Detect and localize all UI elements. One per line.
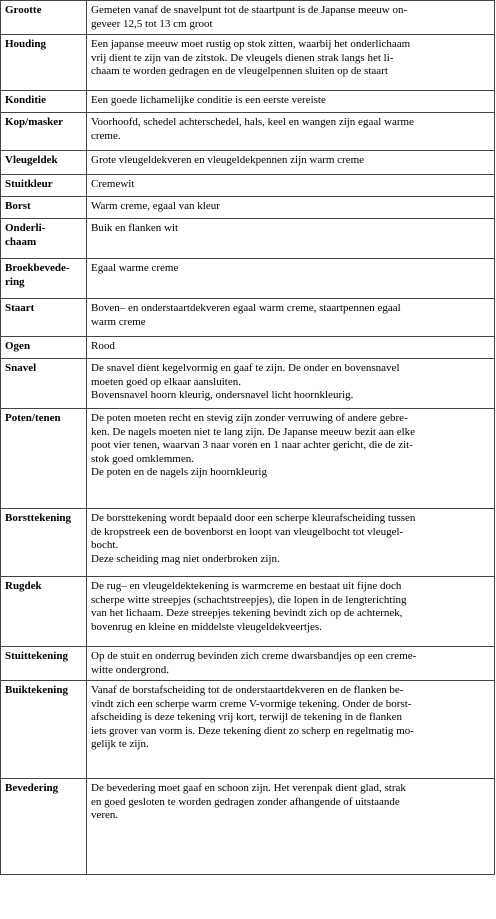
table-row — [1, 175, 495, 197]
row-label-borst: Borst — [1, 197, 87, 219]
row-text-konditie: Een goede lichamelijke conditie is een eerste vereiste — [87, 91, 495, 113]
row-label-ogen: Ogen — [1, 337, 87, 359]
table-row — [1, 259, 495, 299]
row-label-snavel: Snavel — [1, 359, 87, 409]
table-row — [1, 1, 495, 35]
row-text-stuittekening: Op de stuit en onderrug bevinden zich creme dwarsbandjes op een creme- witte ondergrond. — [87, 647, 495, 681]
row-label-borsttekening: Borsttekening — [1, 509, 87, 577]
row-label-broekbevedering: Broekbevede- ring — [1, 259, 87, 299]
table-row — [1, 509, 495, 577]
row-text-vleugeldek: Grote vleugeldekveren en vleugeldekpennen zijn warm creme — [87, 151, 495, 175]
table-row — [1, 647, 495, 681]
table-row — [1, 409, 495, 509]
row-text-borsttekening: De borsttekening wordt bepaald door een scherpe kleurafscheiding tussen de kropstreek een de bovenborst en loopt van vleugelbocht tot vleugel- bocht. Deze scheiding mag niet onderbroken zijn. — [87, 509, 495, 577]
row-text-broekbevedering: Egaal warme creme — [87, 259, 495, 299]
row-label-buiktekening: Buiktekening — [1, 681, 87, 779]
row-label-bevedering: Bevedering — [1, 779, 87, 875]
row-label-vleugeldek: Vleugeldek — [1, 151, 87, 175]
table-row — [1, 577, 495, 647]
row-text-buiktekening: Vanaf de borstafscheiding tot de onderstaartdekveren en de flanken be- vindt zich een scherpe warm creme V-vormige tekening. Onder de borst- afscheiding is deze tekening vrij kort, terwijl de tekening in de flanken iets grover van vorm is. Deze tekening dient zo scherp en regelmatig mo- gelijk te zijn. — [87, 681, 495, 779]
row-label-onderlichaam: Onderli- chaam — [1, 219, 87, 259]
table-row — [1, 219, 495, 259]
row-label-staart: Staart — [1, 299, 87, 337]
row-label-rugdek: Rugdek — [1, 577, 87, 647]
row-label-houding: Houding — [1, 35, 87, 91]
row-text-onderlichaam: Buik en flanken wit — [87, 219, 495, 259]
row-text-kop-masker: Voorhoofd, schedel achterschedel, hals, keel en wangen zijn egaal warme creme. — [87, 113, 495, 151]
row-label-stuittekening: Stuittekening — [1, 647, 87, 681]
row-label-poten-tenen: Poten/tenen — [1, 409, 87, 509]
row-text-rugdek: De rug– en vleugeldektekening is warmcreme en bestaat uit fijne doch scherpe witte streepjes (schachtstreepjes), die lopen in de lengterichting van het lichaam. Deze streepjes tekening bevindt zich op de achternek, bovenrug en kleine en middelste vleugeldekveertjes. — [87, 577, 495, 647]
table-row — [1, 359, 495, 409]
row-label-konditie: Konditie — [1, 91, 87, 113]
row-text-snavel: De snavel dient kegelvormig en gaaf te zijn. De onder en bovensnavel moeten goed op elkaar aansluiten. Bovensnavel hoorn kleurig, ondersnavel licht hoornkleurig. — [87, 359, 495, 409]
table-row — [1, 337, 495, 359]
row-text-houding: Een japanse meeuw moet rustig op stok zitten, waarbij het onderlichaam vrij dient te zijn van de zitstok. De vleugels dienen strak langs het li- chaam te worden gedragen en de vleugelpennen sluiten op de staart — [87, 35, 495, 91]
row-label-stuitkleur: Stuitkleur — [1, 175, 87, 197]
row-text-bevedering: De bevedering moet gaaf en schoon zijn. Het verenpak dient glad, strak en goed gesloten te worden gedragen zonder afhangende of uitstaande veren. — [87, 779, 495, 875]
row-label-grootte: Grootte — [1, 1, 87, 35]
table-row — [1, 681, 495, 779]
table-row — [1, 35, 495, 91]
table-row — [1, 151, 495, 175]
table-row — [1, 299, 495, 337]
row-label-kop-masker: Kop/masker — [1, 113, 87, 151]
row-text-grootte: Gemeten vanaf de snavelpunt tot de staartpunt is de Japanse meeuw on- geveer 12,5 tot 13 cm groot — [87, 1, 495, 35]
row-text-stuitkleur: Cremewit — [87, 175, 495, 197]
table-row — [1, 113, 495, 151]
row-text-borst: Warm creme, egaal van kleur — [87, 197, 495, 219]
row-text-ogen: Rood — [87, 337, 495, 359]
row-text-poten-tenen: De poten moeten recht en stevig zijn zonder verruwing of andere gebre- ken. De nagels moeten niet te lang zijn. De Japanse meeuw bezit aan elke poot vier tenen, waarvan 3 naar voren en 1 naar achter gericht, die de zit- stok goed omklemmen. De poten en de nagels zijn hoornkleurig — [87, 409, 495, 509]
row-text-staart: Boven– en onderstaartdekveren egaal warm creme, staartpennen egaal warm creme — [87, 299, 495, 337]
table-row — [1, 91, 495, 113]
table-row — [1, 779, 495, 875]
table-row — [1, 197, 495, 219]
